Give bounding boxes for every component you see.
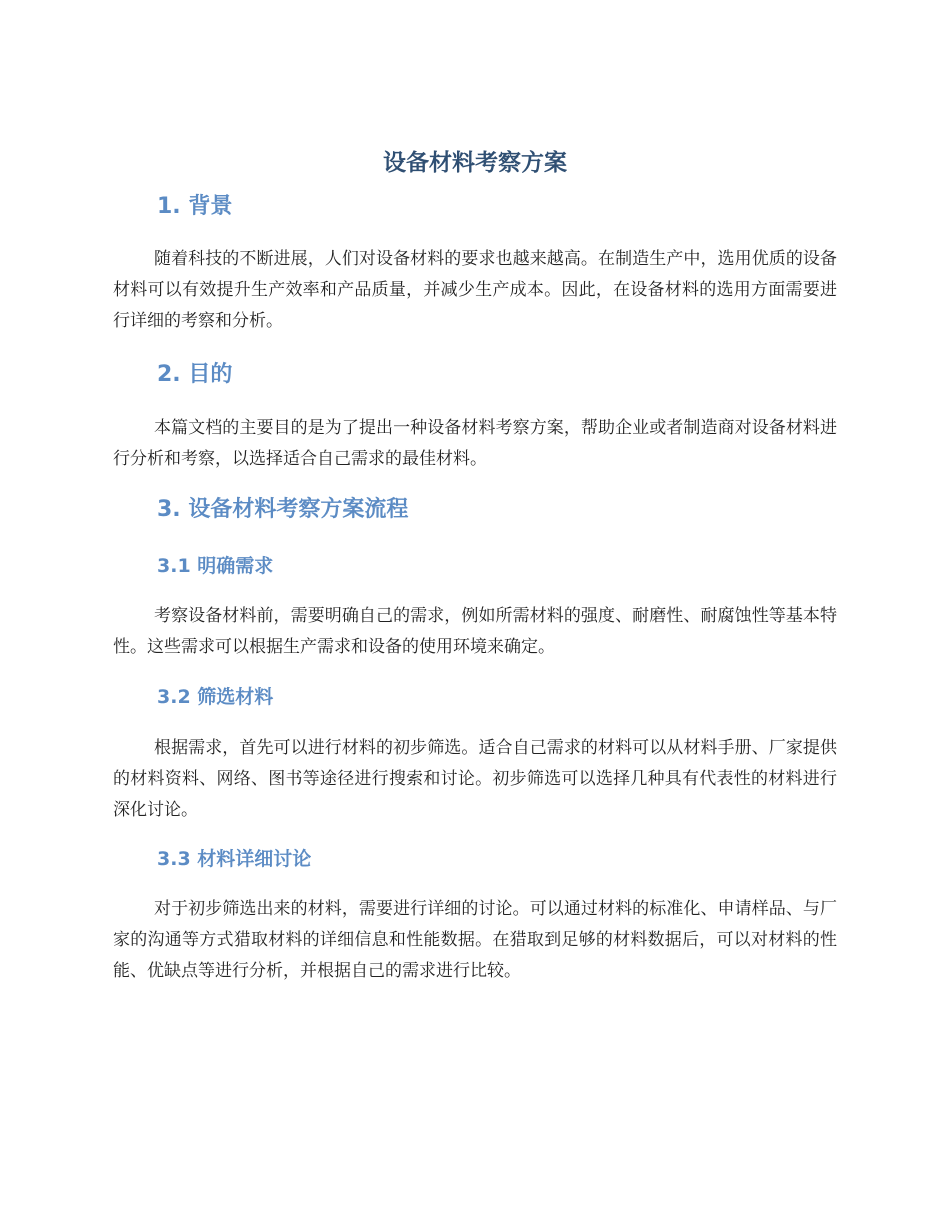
subsection-paragraph-screening: 根据需求，首先可以进行材料的初步筛选。适合自己需求的材料可以从材料手册、厂家提供的材料资料、网络、图书等途径进行搜索和讨论。初步筛选可以选择几种具有代表性的材料进行深化讨论。 bbox=[113, 738, 837, 820]
document-title: 设备材料考察方案 bbox=[383, 150, 567, 176]
section-heading-purpose: 2. 目的 bbox=[157, 362, 233, 387]
subsection-paragraph-requirements: 考察设备材料前，需要明确自己的需求，例如所需材料的强度、耐磨性、耐腐蚀性等基本特性。这些需求可以根据生产需求和设备的使用环境来确定。 bbox=[113, 606, 837, 657]
subsection-heading-requirements: 3.1 明确需求 bbox=[157, 555, 274, 577]
section-paragraph-purpose: 本篇文档的主要目的是为了提出一种设备材料考察方案，帮助企业或者制造商对设备材料进行分析和考察，以选择适合自己需求的最佳材料。 bbox=[113, 418, 837, 469]
subsection-heading-detailed-discussion: 3.3 材料详细讨论 bbox=[157, 848, 312, 870]
section-paragraph-background: 随着科技的不断进展，人们对设备材料的要求也越来越高。在制造生产中，选用优质的设备材料可以有效提升生产效率和产品质量，并减少生产成本。因此，在设备材料的选用方面需要进行详细的考察和分析。 bbox=[113, 249, 837, 331]
subsection-paragraph-detailed-discussion: 对于初步筛选出来的材料，需要进行详细的讨论。可以通过材料的标准化、申请样品、与厂家的沟通等方式猎取材料的详细信息和性能数据。在猎取到足够的材料数据后，可以对材料的性能、优缺点等进行分析，并根据自己的需求进行比较。 bbox=[113, 899, 837, 981]
section-heading-process: 3. 设备材料考察方案流程 bbox=[157, 497, 409, 522]
subsection-heading-screening: 3.2 筛选材料 bbox=[157, 686, 274, 708]
section-heading-background: 1. 背景 bbox=[157, 194, 233, 219]
